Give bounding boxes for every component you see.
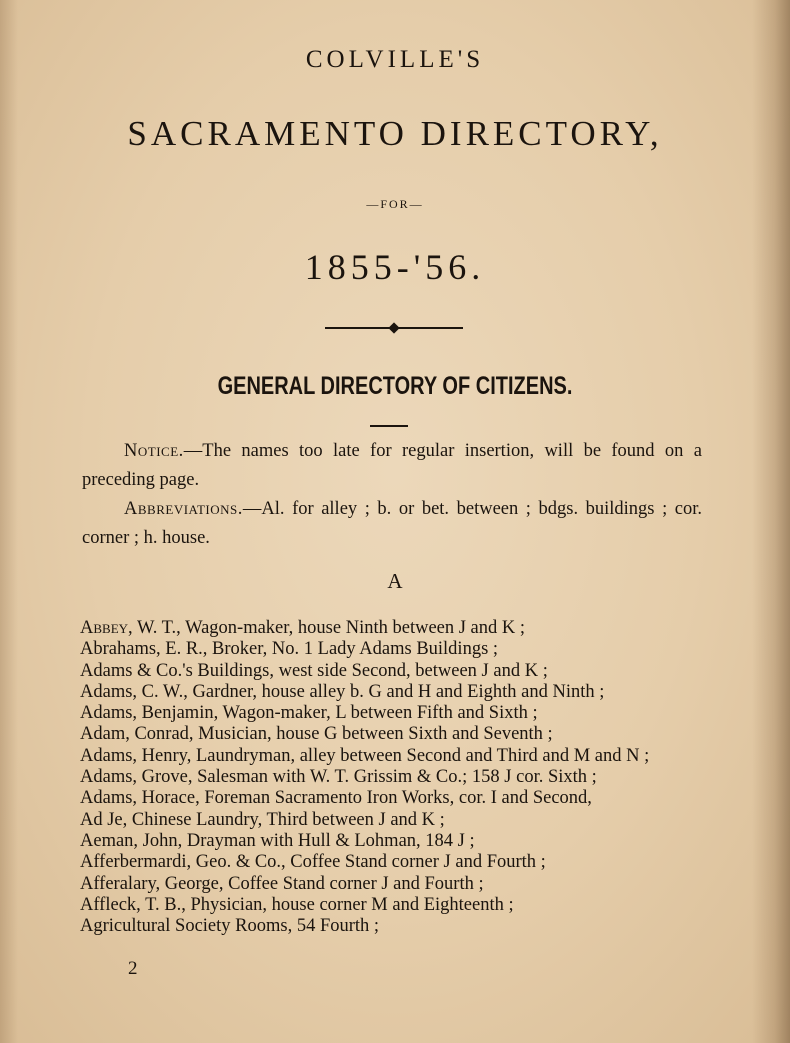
abbreviations-label: Abbreviations. xyxy=(124,499,243,519)
entry-text: , W. T., Wagon-maker, house Ninth between J and K ; xyxy=(128,618,526,638)
directory-entry xyxy=(80,810,710,831)
entry-text: Adams & Co.'s Buildings, west side Second, between J and K ; xyxy=(80,660,548,681)
entry-text: Adams, C. W., Gardner, house alley b. G and H and Eighth and Ninth ; xyxy=(80,681,605,702)
notice-text: —The names too late for regular insertion, will be found on a preceding page. xyxy=(82,441,702,490)
entry-text: Abrahams, E. R., Broker, No. 1 Lady Adams Buildings ; xyxy=(80,639,499,660)
notice-label: Notice. xyxy=(124,441,184,461)
directory-entry xyxy=(80,661,710,682)
entry-text: Adams, Grove, Salesman with W. T. Grissim & Co.; 158 J cor. Sixth ; xyxy=(80,767,597,788)
entry-text: Afferbermardi, Geo. & Co., Coffee Stand corner J and Fourth ; xyxy=(80,852,546,873)
directory-entry xyxy=(80,767,710,788)
directory-entry xyxy=(80,852,710,873)
abbreviations-paragraph xyxy=(82,495,702,553)
short-rule xyxy=(370,425,408,427)
entry-text: Adams, Horace, Foreman Sacramento Iron Works, cor. I and Second, xyxy=(80,788,592,809)
page-shadow-left xyxy=(0,0,18,1043)
header-title: COLVILLE'S xyxy=(305,46,485,73)
notice-paragraph xyxy=(82,437,702,495)
entry-text: Agricultural Society Rooms, 54 Fourth ; xyxy=(80,916,380,937)
directory-entry xyxy=(80,874,710,895)
entry-text: Adams, Benjamin, Wagon-maker, L between Fifth and Sixth ; xyxy=(80,703,538,724)
page-shadow-right xyxy=(752,0,790,1043)
for-line: —FOR— xyxy=(366,197,424,211)
directory-entry xyxy=(80,746,710,767)
directory-entry xyxy=(80,831,710,852)
letter-heading: A xyxy=(387,569,403,593)
section-heading: GENERAL DIRECTORY OF CITIZENS. xyxy=(217,372,573,400)
main-title: SACRAMENTO DIRECTORY, xyxy=(127,114,663,153)
entry-text: Adams, Henry, Laundryman, alley between Second and Third and M and N ; xyxy=(80,745,650,766)
directory-entry xyxy=(80,788,710,809)
directory-entry xyxy=(80,895,710,916)
directory-entry xyxy=(80,639,710,660)
directory-entry xyxy=(80,916,710,937)
entry-surname: Abbey xyxy=(80,618,129,638)
directory-entry xyxy=(80,724,710,745)
entry-text: Adam, Conrad, Musician, house G between Sixth and Seventh ; xyxy=(80,724,553,745)
directory-entry xyxy=(80,618,710,639)
entry-text: Afferalary, George, Coffee Stand corner J and Fourth ; xyxy=(80,873,484,894)
entry-text: Affleck, T. B., Physician, house corner M and Eighteenth ; xyxy=(80,894,514,915)
entry-text: Ad Je, Chinese Laundry, Third between J and K ; xyxy=(80,809,445,830)
directory-entry xyxy=(80,682,710,703)
entry-text: Aeman, John, Drayman with Hull & Lohman, 184 J ; xyxy=(80,830,475,851)
page-number: 2 xyxy=(128,958,138,979)
ornamental-rule-dot xyxy=(388,322,399,333)
directory-entries xyxy=(80,618,710,937)
directory-entry xyxy=(80,703,710,724)
year-title: 1855-'56. xyxy=(304,247,486,287)
abbreviations-text: —Al. for alley ; b. or bet. between ; bdgs. buildings ; cor. corner ; h. house. xyxy=(82,499,702,548)
